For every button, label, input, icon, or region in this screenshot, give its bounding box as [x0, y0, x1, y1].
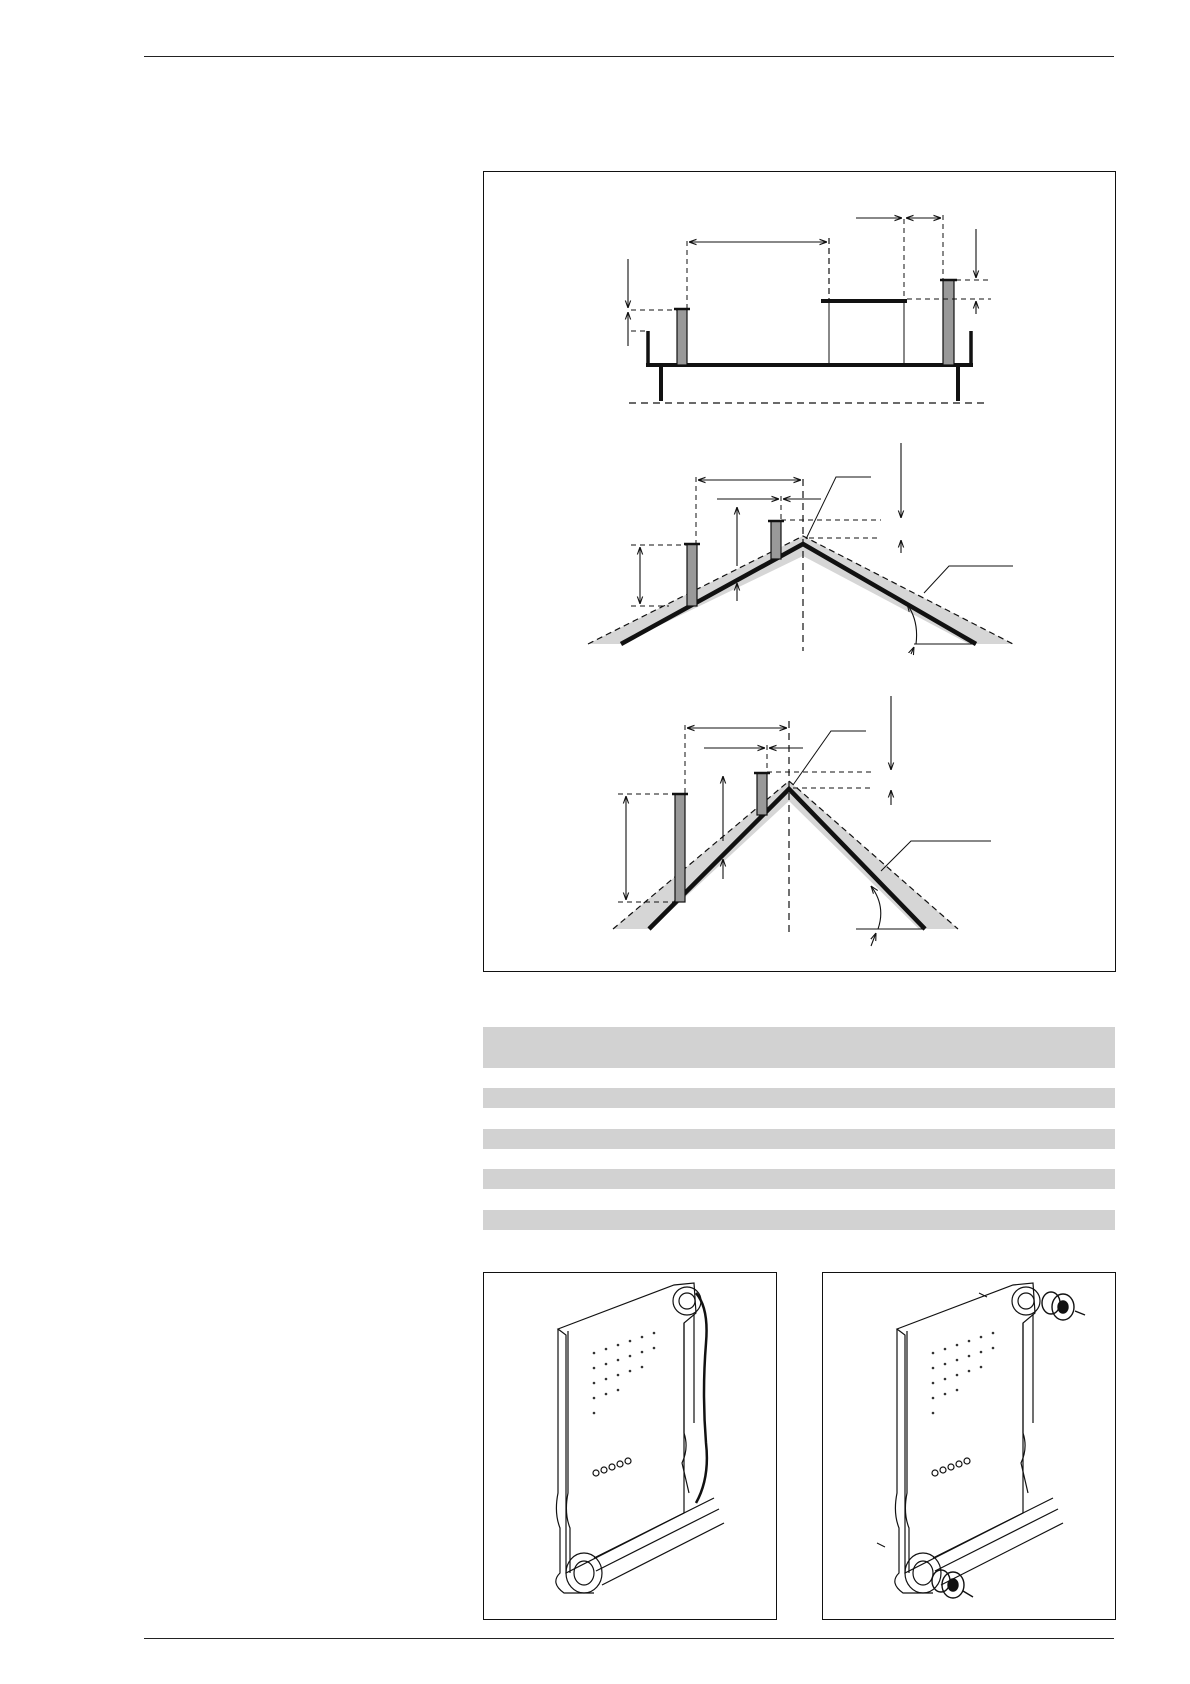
- flue-terminal: [687, 544, 697, 606]
- threaded-plug-icon: [1042, 1292, 1085, 1320]
- flue-terminal: [771, 521, 781, 559]
- roof-installation-diagram: [483, 171, 1116, 972]
- footer-rule: [144, 1638, 1114, 1639]
- roof-diagram-drawing: [484, 172, 1117, 973]
- pitched-roof-view-shallow: [588, 443, 1013, 654]
- table-row: [483, 1169, 1115, 1189]
- radiator-section-drawing: [484, 1273, 778, 1621]
- radiator-illustration-left: [483, 1272, 777, 1620]
- flat-roof-view: [628, 215, 991, 403]
- radiator-illustration-right: [822, 1272, 1116, 1620]
- table-header: [483, 1027, 1115, 1068]
- flue-terminal: [757, 773, 767, 815]
- flue-terminal: [943, 280, 954, 365]
- header-rule: [144, 56, 1114, 57]
- table-row: [483, 1129, 1115, 1149]
- table-row: [483, 1210, 1115, 1230]
- flue-terminal: [677, 309, 687, 365]
- flue-terminal: [675, 794, 685, 902]
- table-row: [483, 1088, 1115, 1108]
- radiator-section-drawing: [823, 1273, 1117, 1621]
- sensor-cable: [696, 1293, 707, 1503]
- pitched-roof-view-steep: [613, 696, 991, 946]
